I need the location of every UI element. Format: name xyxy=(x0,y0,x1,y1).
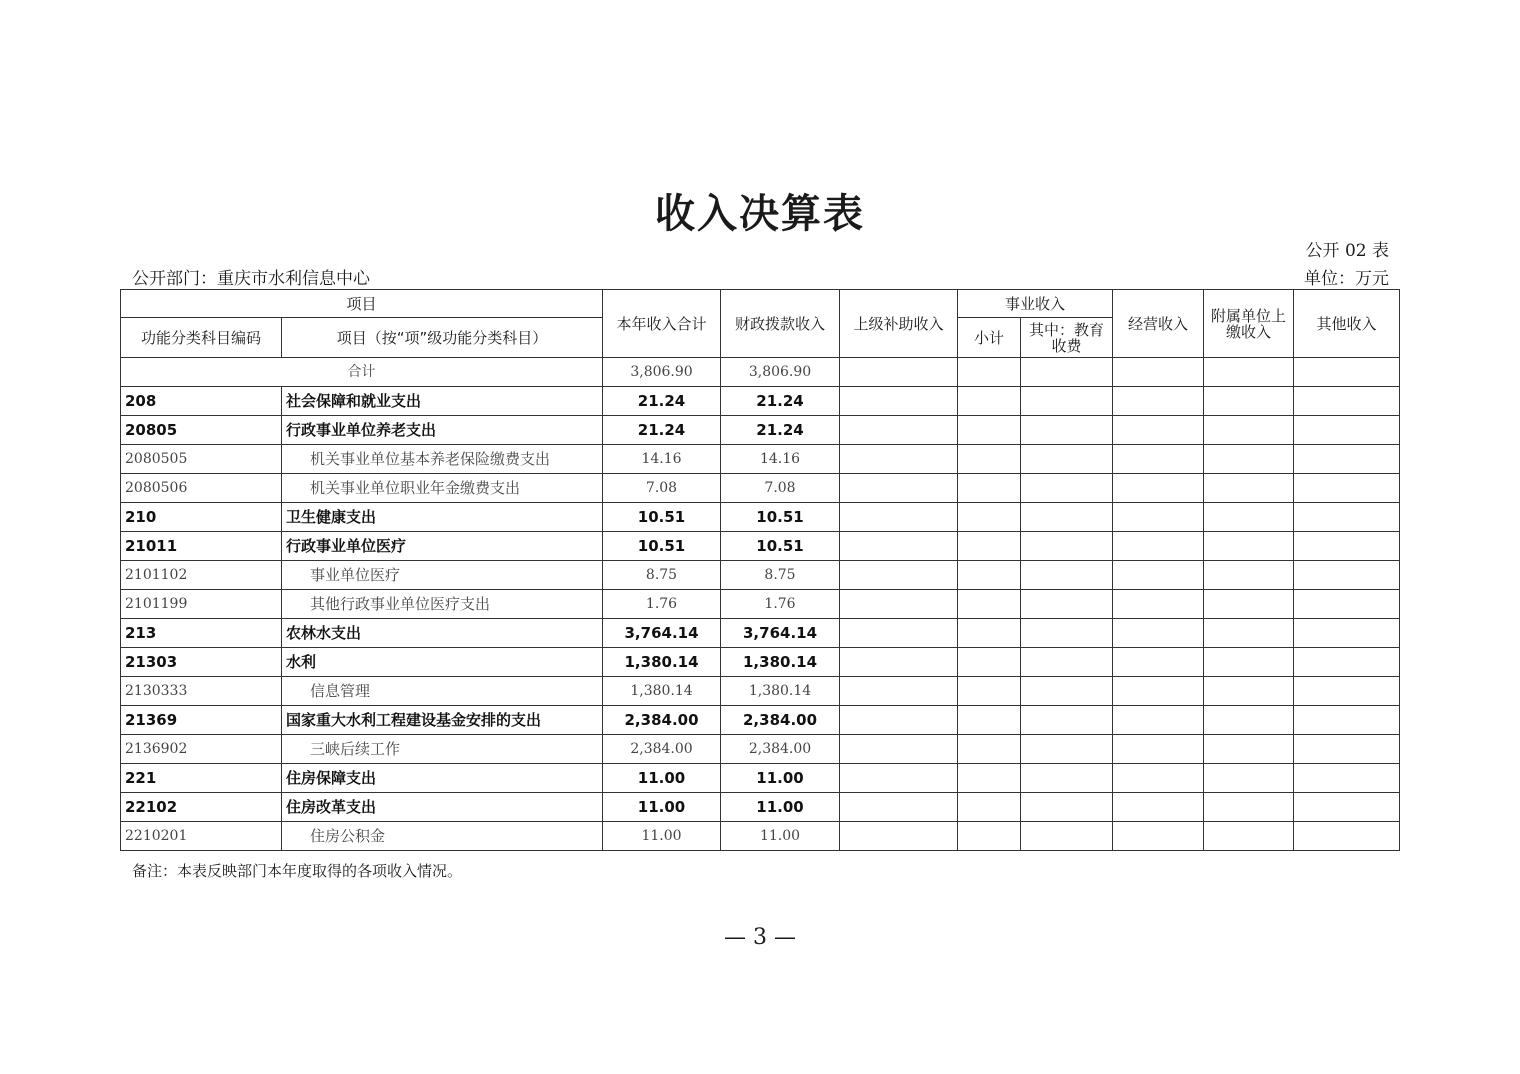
row-fiscal: 1,380.14 xyxy=(721,648,840,677)
empty-cell xyxy=(840,503,958,532)
empty-cell xyxy=(1021,648,1113,677)
empty-cell xyxy=(1113,648,1204,677)
empty-cell xyxy=(1021,387,1113,416)
empty-cell xyxy=(1113,590,1204,619)
empty-cell xyxy=(1113,387,1204,416)
empty-cell xyxy=(1294,445,1400,474)
table-row xyxy=(121,416,1400,445)
empty-cell xyxy=(1204,793,1294,822)
empty-cell xyxy=(840,387,958,416)
row-fiscal: 21.24 xyxy=(721,387,840,416)
row-item-name: 事业单位医疗 xyxy=(282,561,603,590)
page-title: 收入决算表 xyxy=(655,190,865,237)
empty-cell xyxy=(1204,358,1294,387)
row-fiscal: 1,380.14 xyxy=(721,677,840,706)
empty-cell xyxy=(1294,706,1400,735)
empty-cell xyxy=(840,590,958,619)
row-fiscal: 10.51 xyxy=(721,503,840,532)
row-item-name: 机关事业单位基本养老保险缴费支出 xyxy=(282,445,603,474)
row-total-income: 7.08 xyxy=(603,474,721,503)
row-item-name: 三峡后续工作 xyxy=(282,735,603,764)
empty-cell xyxy=(958,416,1021,445)
empty-cell xyxy=(1113,358,1204,387)
empty-cell xyxy=(958,532,1021,561)
header-code: 功能分类科目编码 xyxy=(121,318,282,358)
row-item-name: 农林水支出 xyxy=(282,619,603,648)
empty-cell xyxy=(1204,677,1294,706)
row-item-name: 行政事业单位养老支出 xyxy=(282,416,603,445)
empty-cell xyxy=(1204,445,1294,474)
table-row xyxy=(121,677,1400,706)
income-table xyxy=(120,289,1400,851)
empty-cell xyxy=(1021,561,1113,590)
row-item-name: 住房公积金 xyxy=(282,822,603,851)
row-fiscal: 3,764.14 xyxy=(721,619,840,648)
empty-cell xyxy=(840,561,958,590)
empty-cell xyxy=(1021,619,1113,648)
row-item-name: 水利 xyxy=(282,648,603,677)
empty-cell xyxy=(1204,387,1294,416)
row-total-income: 21.24 xyxy=(603,416,721,445)
empty-cell xyxy=(840,532,958,561)
table-row xyxy=(121,474,1400,503)
table-row xyxy=(121,822,1400,851)
empty-cell xyxy=(1204,764,1294,793)
empty-cell xyxy=(840,648,958,677)
empty-cell xyxy=(1021,474,1113,503)
row-fiscal: 14.16 xyxy=(721,445,840,474)
total-row xyxy=(121,358,1400,387)
row-item-name: 机关事业单位职业年金缴费支出 xyxy=(282,474,603,503)
empty-cell xyxy=(1204,474,1294,503)
row-code: 20805 xyxy=(121,416,282,445)
empty-cell xyxy=(1204,532,1294,561)
row-total-income: 8.75 xyxy=(603,561,721,590)
empty-cell xyxy=(840,764,958,793)
row-item-name: 住房改革支出 xyxy=(282,793,603,822)
row-code: 2136902 xyxy=(121,735,282,764)
table-row xyxy=(121,735,1400,764)
header-fiscal: 财政拨款收入 xyxy=(721,290,840,358)
row-item-name: 信息管理 xyxy=(282,677,603,706)
department-label: 公开部门：重庆市水利信息中心 xyxy=(132,269,370,289)
header-other: 其他收入 xyxy=(1294,290,1400,358)
row-total-income: 11.00 xyxy=(603,764,721,793)
empty-cell xyxy=(958,648,1021,677)
empty-cell xyxy=(1021,677,1113,706)
empty-cell xyxy=(958,503,1021,532)
row-fiscal: 2,384.00 xyxy=(721,735,840,764)
row-total-income: 1.76 xyxy=(603,590,721,619)
row-total-income: 2,384.00 xyxy=(603,735,721,764)
table-row xyxy=(121,503,1400,532)
row-code: 213 xyxy=(121,619,282,648)
empty-cell xyxy=(1113,793,1204,822)
empty-cell xyxy=(1021,416,1113,445)
empty-cell xyxy=(1021,503,1113,532)
empty-cell xyxy=(1021,735,1113,764)
row-fiscal: 1.76 xyxy=(721,590,840,619)
header-education: 其中：教育收费 xyxy=(1021,318,1113,358)
empty-cell xyxy=(1294,532,1400,561)
empty-cell xyxy=(958,706,1021,735)
empty-cell xyxy=(958,764,1021,793)
row-fiscal: 11.00 xyxy=(721,764,840,793)
total-label: 合计 xyxy=(121,358,603,387)
table-row xyxy=(121,445,1400,474)
row-code: 22102 xyxy=(121,793,282,822)
row-item-name: 社会保障和就业支出 xyxy=(282,387,603,416)
empty-cell xyxy=(1021,532,1113,561)
header-business-group: 事业收入 xyxy=(958,290,1113,318)
empty-cell xyxy=(1113,416,1204,445)
row-total-income: 1,380.14 xyxy=(603,677,721,706)
row-code: 210 xyxy=(121,503,282,532)
row-code: 2130333 xyxy=(121,677,282,706)
row-item-name: 其他行政事业单位医疗支出 xyxy=(282,590,603,619)
row-code: 2080505 xyxy=(121,445,282,474)
table-note: 备注：本表反映部门本年度取得的各项收入情况。 xyxy=(132,862,463,880)
empty-cell xyxy=(1113,474,1204,503)
empty-cell xyxy=(1294,764,1400,793)
empty-cell xyxy=(1294,387,1400,416)
empty-cell xyxy=(958,793,1021,822)
empty-cell xyxy=(958,474,1021,503)
empty-cell xyxy=(1294,677,1400,706)
empty-cell xyxy=(1204,590,1294,619)
empty-cell xyxy=(1021,706,1113,735)
total-fiscal-value: 3,806.90 xyxy=(721,358,840,387)
empty-cell xyxy=(840,735,958,764)
empty-cell xyxy=(1113,735,1204,764)
table-row xyxy=(121,590,1400,619)
empty-cell xyxy=(1294,358,1400,387)
empty-cell xyxy=(1294,619,1400,648)
row-code: 2210201 xyxy=(121,822,282,851)
row-fiscal: 8.75 xyxy=(721,561,840,590)
empty-cell xyxy=(1204,648,1294,677)
empty-cell xyxy=(840,416,958,445)
empty-cell xyxy=(840,677,958,706)
empty-cell xyxy=(958,358,1021,387)
empty-cell xyxy=(1294,735,1400,764)
row-fiscal: 10.51 xyxy=(721,532,840,561)
row-total-income: 11.00 xyxy=(603,822,721,851)
empty-cell xyxy=(1021,358,1113,387)
table-row xyxy=(121,561,1400,590)
empty-cell xyxy=(1294,503,1400,532)
empty-cell xyxy=(958,445,1021,474)
empty-cell xyxy=(958,561,1021,590)
empty-cell xyxy=(1294,561,1400,590)
row-total-income: 1,380.14 xyxy=(603,648,721,677)
row-code: 2101102 xyxy=(121,561,282,590)
empty-cell xyxy=(840,474,958,503)
empty-cell xyxy=(1294,648,1400,677)
empty-cell xyxy=(1294,822,1400,851)
row-code: 2101199 xyxy=(121,590,282,619)
empty-cell xyxy=(1204,561,1294,590)
empty-cell xyxy=(1294,474,1400,503)
table-row xyxy=(121,648,1400,677)
empty-cell xyxy=(1294,793,1400,822)
header-affiliated: 附属单位上缴收入 xyxy=(1204,290,1294,358)
empty-cell xyxy=(840,822,958,851)
empty-cell xyxy=(1204,619,1294,648)
empty-cell xyxy=(958,387,1021,416)
empty-cell xyxy=(1113,445,1204,474)
empty-cell xyxy=(1294,590,1400,619)
row-fiscal: 11.00 xyxy=(721,822,840,851)
row-total-income: 2,384.00 xyxy=(603,706,721,735)
row-total-income: 11.00 xyxy=(603,793,721,822)
empty-cell xyxy=(1113,706,1204,735)
empty-cell xyxy=(1021,590,1113,619)
empty-cell xyxy=(1113,561,1204,590)
row-fiscal: 21.24 xyxy=(721,416,840,445)
empty-cell xyxy=(840,706,958,735)
empty-cell xyxy=(1113,677,1204,706)
row-code: 2080506 xyxy=(121,474,282,503)
empty-cell xyxy=(958,619,1021,648)
total-income-value: 3,806.90 xyxy=(603,358,721,387)
row-fiscal: 7.08 xyxy=(721,474,840,503)
row-item-name: 国家重大水利工程建设基金安排的支出 xyxy=(282,706,603,735)
empty-cell xyxy=(1294,416,1400,445)
empty-cell xyxy=(1113,764,1204,793)
empty-cell xyxy=(958,822,1021,851)
header-item-name: 项目（按“项”级功能分类科目） xyxy=(282,318,603,358)
row-item-name: 行政事业单位医疗 xyxy=(282,532,603,561)
empty-cell xyxy=(840,445,958,474)
row-total-income: 21.24 xyxy=(603,387,721,416)
row-code: 21369 xyxy=(121,706,282,735)
row-fiscal: 11.00 xyxy=(721,793,840,822)
empty-cell xyxy=(1113,822,1204,851)
row-total-income: 3,764.14 xyxy=(603,619,721,648)
table-row xyxy=(121,793,1400,822)
table-row xyxy=(121,706,1400,735)
row-total-income: 10.51 xyxy=(603,532,721,561)
empty-cell xyxy=(1204,416,1294,445)
row-total-income: 14.16 xyxy=(603,445,721,474)
empty-cell xyxy=(840,358,958,387)
empty-cell xyxy=(1021,793,1113,822)
page-number: — 3 — xyxy=(724,925,796,950)
empty-cell xyxy=(1113,503,1204,532)
header-item-group: 项目 xyxy=(121,290,603,318)
table-row xyxy=(121,532,1400,561)
row-item-name: 卫生健康支出 xyxy=(282,503,603,532)
unit-label: 单位：万元 xyxy=(1304,269,1389,289)
row-code: 221 xyxy=(121,764,282,793)
form-number: 公开 02 表 xyxy=(1305,241,1389,261)
empty-cell xyxy=(840,793,958,822)
empty-cell xyxy=(1113,532,1204,561)
empty-cell xyxy=(1204,503,1294,532)
empty-cell xyxy=(958,677,1021,706)
empty-cell xyxy=(1204,822,1294,851)
empty-cell xyxy=(1113,619,1204,648)
table-row xyxy=(121,764,1400,793)
empty-cell xyxy=(840,619,958,648)
row-fiscal: 2,384.00 xyxy=(721,706,840,735)
header-total-income: 本年收入合计 xyxy=(603,290,721,358)
header-superior: 上级补助收入 xyxy=(840,290,958,358)
row-item-name: 住房保障支出 xyxy=(282,764,603,793)
empty-cell xyxy=(1204,735,1294,764)
header-operating: 经营收入 xyxy=(1113,290,1204,358)
empty-cell xyxy=(1204,706,1294,735)
table-row xyxy=(121,387,1400,416)
row-code: 21303 xyxy=(121,648,282,677)
empty-cell xyxy=(1021,445,1113,474)
header-subtotal: 小计 xyxy=(958,318,1021,358)
empty-cell xyxy=(1021,764,1113,793)
row-code: 21011 xyxy=(121,532,282,561)
empty-cell xyxy=(958,735,1021,764)
row-total-income: 10.51 xyxy=(603,503,721,532)
empty-cell xyxy=(1021,822,1113,851)
row-code: 208 xyxy=(121,387,282,416)
empty-cell xyxy=(958,590,1021,619)
table-row xyxy=(121,619,1400,648)
